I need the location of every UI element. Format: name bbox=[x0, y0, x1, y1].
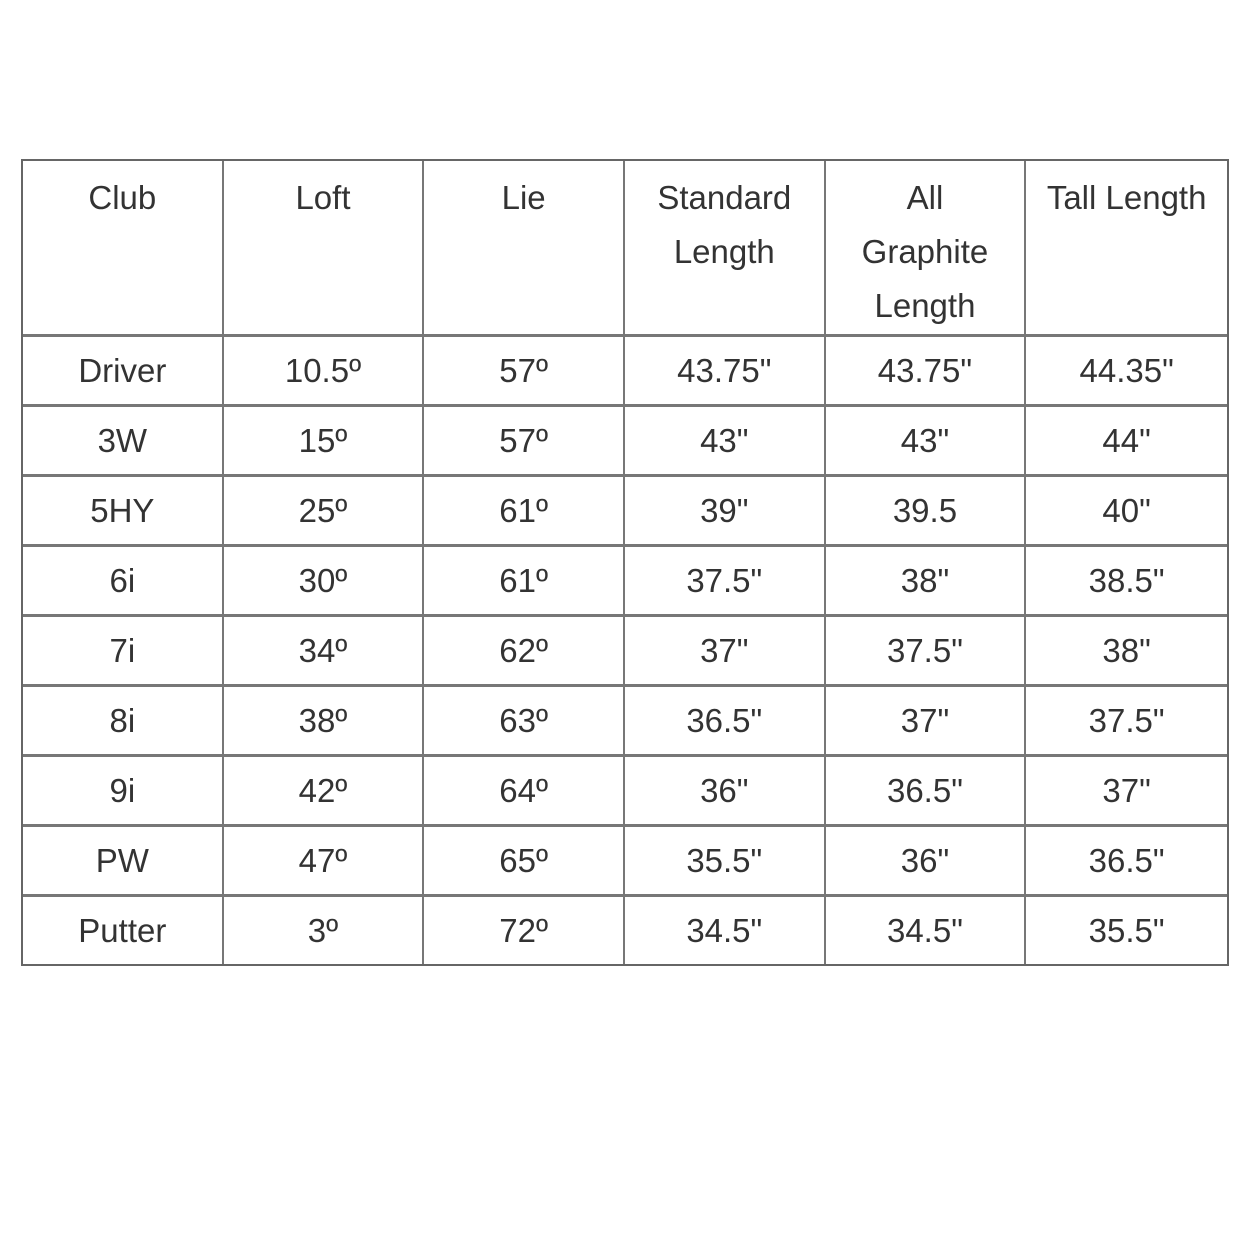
table-row bbox=[23, 477, 1227, 547]
table-cell: 37" bbox=[1026, 757, 1227, 827]
table-cell: 63º bbox=[424, 687, 625, 757]
table-cell: 37.5" bbox=[625, 547, 826, 617]
table-cell: 34.5" bbox=[826, 897, 1027, 964]
table-cell: 30º bbox=[224, 547, 425, 617]
column-header bbox=[424, 161, 625, 337]
column-header-text: Club bbox=[88, 179, 157, 216]
table-cell: 38" bbox=[826, 547, 1027, 617]
table-cell: 35.5" bbox=[1088, 911, 1165, 949]
column-header bbox=[1026, 161, 1227, 337]
column-header bbox=[224, 161, 425, 337]
table-cell: 34º bbox=[224, 617, 425, 687]
table-cell: 34.5" bbox=[625, 897, 826, 964]
table-cell: 36" bbox=[625, 757, 826, 827]
table-cell: Putter bbox=[23, 897, 224, 964]
table-cell: 57º bbox=[424, 407, 625, 477]
column-header-text: Lie bbox=[501, 179, 546, 216]
table-row bbox=[23, 687, 1227, 757]
table-cell: 39.5 bbox=[826, 477, 1027, 547]
table-row bbox=[23, 757, 1227, 827]
table-cell: 25º bbox=[224, 477, 425, 547]
table-cell: 43.75" bbox=[826, 337, 1027, 407]
column-header-text: Graphite bbox=[861, 233, 989, 270]
column-header-text: Loft bbox=[295, 179, 351, 216]
table-row bbox=[23, 827, 1227, 897]
table-cell: 36" bbox=[826, 827, 1027, 897]
table-cell: 35.5" bbox=[625, 827, 826, 897]
table-row bbox=[23, 547, 1227, 617]
table-cell: 72º bbox=[424, 897, 625, 964]
table-cell: 61º bbox=[424, 547, 625, 617]
table-cell: 42º bbox=[224, 757, 425, 827]
table-row bbox=[23, 337, 1227, 407]
table-cell: Driver bbox=[23, 337, 224, 407]
table-cell: 36.5" bbox=[826, 757, 1027, 827]
column-header bbox=[625, 161, 826, 337]
column-header-text: Standard bbox=[657, 179, 792, 216]
table-cell: 44" bbox=[1026, 407, 1227, 477]
column-header-text: Length bbox=[874, 287, 976, 324]
table-cell: 43" bbox=[826, 407, 1027, 477]
table-cell: 3W bbox=[23, 407, 224, 477]
table-cell: 47º bbox=[224, 827, 425, 897]
table-cell: 6i bbox=[23, 547, 224, 617]
table-cell: 37.5" bbox=[1026, 687, 1227, 757]
table-cell: 65º bbox=[424, 827, 625, 897]
table-cell: 37.5" bbox=[826, 617, 1027, 687]
table-cell: 57º bbox=[424, 337, 625, 407]
column-header bbox=[23, 161, 224, 337]
table-cell: 3º bbox=[224, 897, 425, 964]
table-cell: 38.5" bbox=[1026, 547, 1227, 617]
table-row bbox=[23, 897, 1227, 964]
table-cell: 37" bbox=[826, 687, 1027, 757]
table-cell: 15º bbox=[224, 407, 425, 477]
table-cell: 38º bbox=[224, 687, 425, 757]
table-cell: 10.5º bbox=[224, 337, 425, 407]
table-cell: 62º bbox=[424, 617, 625, 687]
header-row bbox=[23, 161, 1227, 337]
table-cell: 36.5" bbox=[1026, 827, 1227, 897]
table-cell: PW bbox=[23, 827, 224, 897]
table-cell: 5HY bbox=[23, 477, 224, 547]
table-cell: 61º bbox=[424, 477, 625, 547]
table-cell: 36.5" bbox=[625, 687, 826, 757]
table-cell: 37" bbox=[625, 617, 826, 687]
table-cell: 39" bbox=[625, 477, 826, 547]
club-specs-table bbox=[21, 159, 1229, 966]
column-header-text: All bbox=[906, 179, 944, 216]
table-cell: 43" bbox=[625, 407, 826, 477]
table-cell: 38" bbox=[1026, 617, 1227, 687]
column-header-text: Tall Length bbox=[1046, 179, 1207, 216]
table-cell: 64º bbox=[424, 757, 625, 827]
column-header bbox=[826, 161, 1027, 337]
table-cell: 43.75" bbox=[625, 337, 826, 407]
table-cell: 44.35" bbox=[1026, 337, 1227, 407]
table-row bbox=[23, 617, 1227, 687]
table-cell: 40" bbox=[1026, 477, 1227, 547]
table-cell: 8i bbox=[23, 687, 224, 757]
table-cell: 9i bbox=[23, 757, 224, 827]
table-cell: 7i bbox=[23, 617, 224, 687]
column-header-text: Length bbox=[673, 233, 775, 270]
table-row bbox=[23, 407, 1227, 477]
